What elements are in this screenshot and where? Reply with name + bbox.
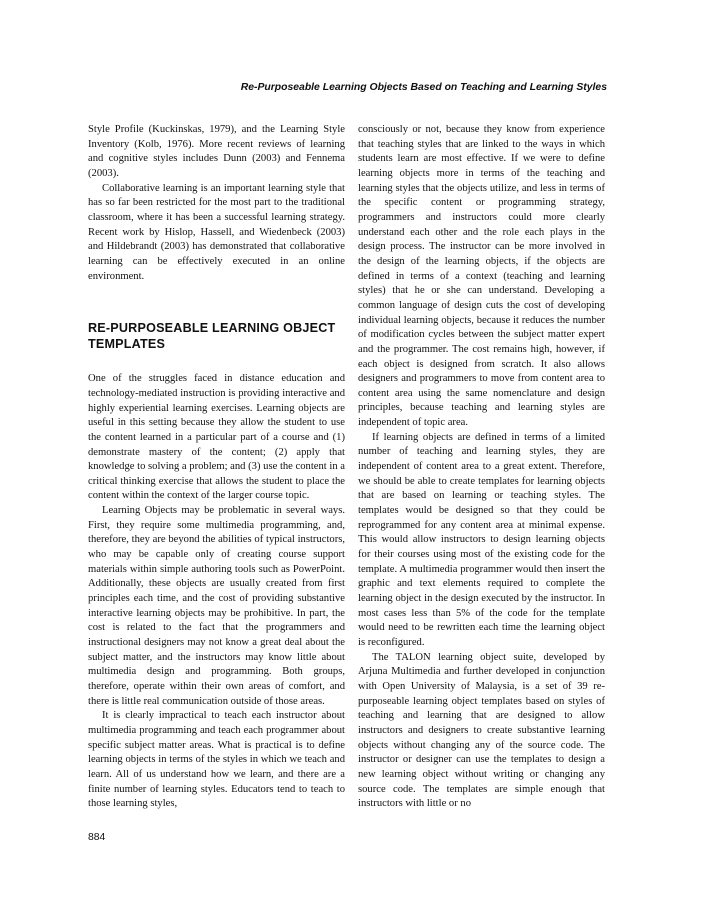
running-head: Re-Purposeable Learning Objects Based on Teaching and Learning Styles — [240, 82, 607, 93]
paragraph: Learning Objects may be problematic in several ways. First, they require some multimedia programming, and, therefore, they are beyond the abilities of typical instructors, who may be capable only of creating course support materials within simple authoring tools such as PowerPoint. Additionally, these objects are usually created from first principles each time, and the cost of providing substantive interactive learning objects may be prohibitive. In part, the cost is related to the fact that the programmers and instructional designers may not know a great deal about the subject matter, and the instructors may know little about multimedia design and programming. Both groups, therefore, operate within their own areas of comfort, and there is little real communication outside of those areas. — [88, 505, 345, 707]
paragraph: Style Profile (Kuckinskas, 1979), and the Learning Style Inventory (Kolb, 1976). More recent reviews of learning and cognitive styles includes Dunn (2003) and Fennema (2003). — [88, 124, 345, 179]
paragraph: It is clearly impractical to teach each instructor about multimedia programming and teach each programmer about specific subject matter areas. What is practical is to define learning objects in terms of the styles in which we teach and learn. All of us understand how we learn, and there are a finite number of learning styles. Educators tend to teach to those learning styles, — [88, 710, 345, 810]
paragraph: One of the struggles faced in distance education and technology-mediated instruction is providing interactive and highly experiential learning exercises. Learning objects are useful in this setting because they allow the student to use the content learned in a particular part of a course and (1) demonstrate mastery of the content; (2) apply that knowledge to solving a problem; and (3) use the content in a critical thinking exercise that allows the student to place the content within the context of the larger course topic. — [88, 373, 345, 502]
section-heading: RE-PURPOSEABLE LEARNING OBJECT TEMPLATES — [88, 321, 336, 352]
paragraph: If learning objects are defined in terms of a limited number of teaching and learning styles, they are independent of content area to a great extent. Therefore, we should be able to create templates for learning objects that are based on learning or teaching styles. The templates would be designed so that they could be reprogrammed for any content area at minimal expense. This would allow instructors to design learning objects for their courses using most of the existing code for the template. A multimedia programmer would then insert the graphic and text elements required to complete the learning object in the design executed by the instructor. In most cases less than 5% of the code for the template would need to be rewritten each time the learning object is reconfigured. — [358, 431, 605, 648]
right-column — [358, 123, 605, 812]
paragraph: Collaborative learning is an important learning style that has so far been restricted for the most part to the traditional classroom, where it has been a successful learning strategy. Recent work by Hislop, Hassell, and Wiedenbeck (2003) and Hildebrandt (2003) has demonstrated that collaborative learning can be effectively executed in an online environment. — [88, 182, 345, 282]
paragraph: consciously or not, because they know from experience that teaching styles that are linked to the ways in which students learn are most effective. If we were to define learning objects more in terms of the teaching and learning styles that the objects utilize, and less in terms of the specific content or programming strategy, programmers and instructors could more clearly understand each other and the role each plays in the design process. The instructor can be more involved in the design of the learning objects, if the objects are defined in terms of a context (teaching and learning styles) that he or she can understand. Developing a common language of design cuts the cost of developing individual learning objects, because it reduces the number of modification cycles between the subject matter expert and the programmer. The cost remains high, however, if each object is designed from scratch. It also allows designers and programmers to move from content area to content area using the same nomenclature and design principles, because teaching and learning styles are independent of topic area. — [358, 124, 605, 429]
page-number: 884 — [88, 832, 106, 843]
paragraph: The TALON learning object suite, developed by Arjuna Multimedia and further developed in conjunction with Open University of Malaysia, is a set of 39 re-purposeable learning object templates based on styles of teaching and learning that are designed to allow instructors and designers to create substantive learning objects without changing any of the source code. The instructor or designer can use the templates to design a new learning object without writing or changing any source code. The templates are simple enough that instructors with little or no — [358, 651, 605, 810]
left-column — [88, 123, 345, 812]
